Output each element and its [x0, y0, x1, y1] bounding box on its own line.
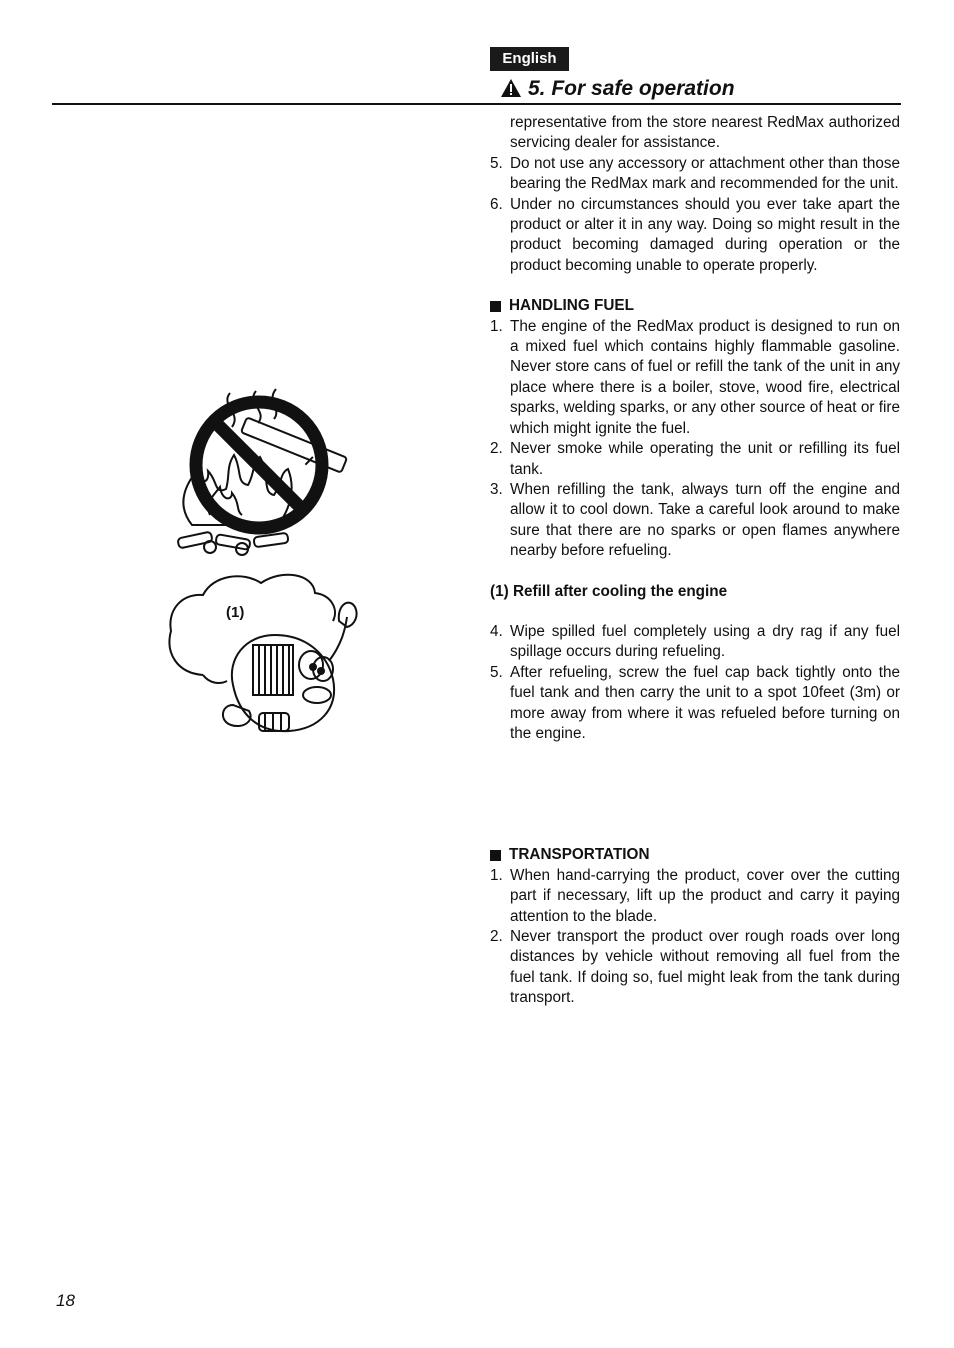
main-column — [490, 113, 900, 1009]
list-item: 2. Never smoke while operating the unit or refilling its fuel tank. — [490, 440, 900, 478]
list-item: 1. When hand-carrying the product, cover over the cutting part if necessary, lift up the product and carry it paying attention to the blade. — [490, 866, 900, 925]
warning-icon — [500, 78, 522, 98]
list-item: 3. When refilling the tank, always turn off the engine and allow it to cool down. Take a careful look around to make sure that there are no sparks or open flames anywhere nearby before refueling. — [490, 480, 900, 560]
language-tag: English — [490, 47, 569, 71]
page-title: 5. For safe operation — [528, 77, 735, 100]
list-item: 1. The engine of the RedMax product is designed to run on a mixed fuel which contains highly flammable gasoline. Never store cans of fuel or refill the tank of the unit in any place where there is a boiler, stove, wood fire, electrical sparks, welding sparks, or any other source of heat or fire which might ignite the fuel. — [490, 317, 900, 437]
no-smoking-fire-icon — [170, 385, 360, 557]
list-item: 2. Never transport the product over rough roads over long distances by vehicle without removing all fuel from the fuel tank. If doing so, fuel might leak from the tank during transport. — [490, 928, 900, 1007]
figure-callout: (1) — [226, 604, 245, 621]
list-item: 6. Under no circumstances should you ever take apart the product or alter it in any way. Doing so might result in the product becoming damaged during operation or the product becoming unable to operate properly. — [490, 195, 900, 274]
section-heading-transportation: TRANSPORTATION — [490, 845, 900, 865]
engine-mascot-illustration — [163, 565, 363, 743]
section-heading-handling-fuel: HANDLING FUEL — [490, 296, 900, 316]
figure-caption: (1) Refill after cooling the engine — [490, 582, 728, 600]
spacer — [490, 744, 900, 825]
list-item: 4. Wipe spilled fuel completely using a dry rag if any fuel spillage occurs during refueling. — [490, 622, 900, 661]
page-number: 18 — [56, 1291, 75, 1310]
list-item: 5. After refueling, screw the fuel cap back tightly onto the fuel tank and then carry the unit to a spot 10feet (3m) or more away from where it was refueled before turning on the engine. — [490, 663, 900, 742]
square-bullet-icon — [490, 850, 501, 861]
square-bullet-icon — [490, 301, 501, 312]
header-rule — [52, 103, 901, 105]
section-title-row — [500, 75, 735, 103]
list-item: 5. Do not use any accessory or attachment other than those bearing the RedMax mark and recommended for the unit. — [490, 154, 900, 193]
continued-paragraph: representative from the store nearest RedMax authorized servicing dealer for assistance. — [510, 114, 900, 152]
